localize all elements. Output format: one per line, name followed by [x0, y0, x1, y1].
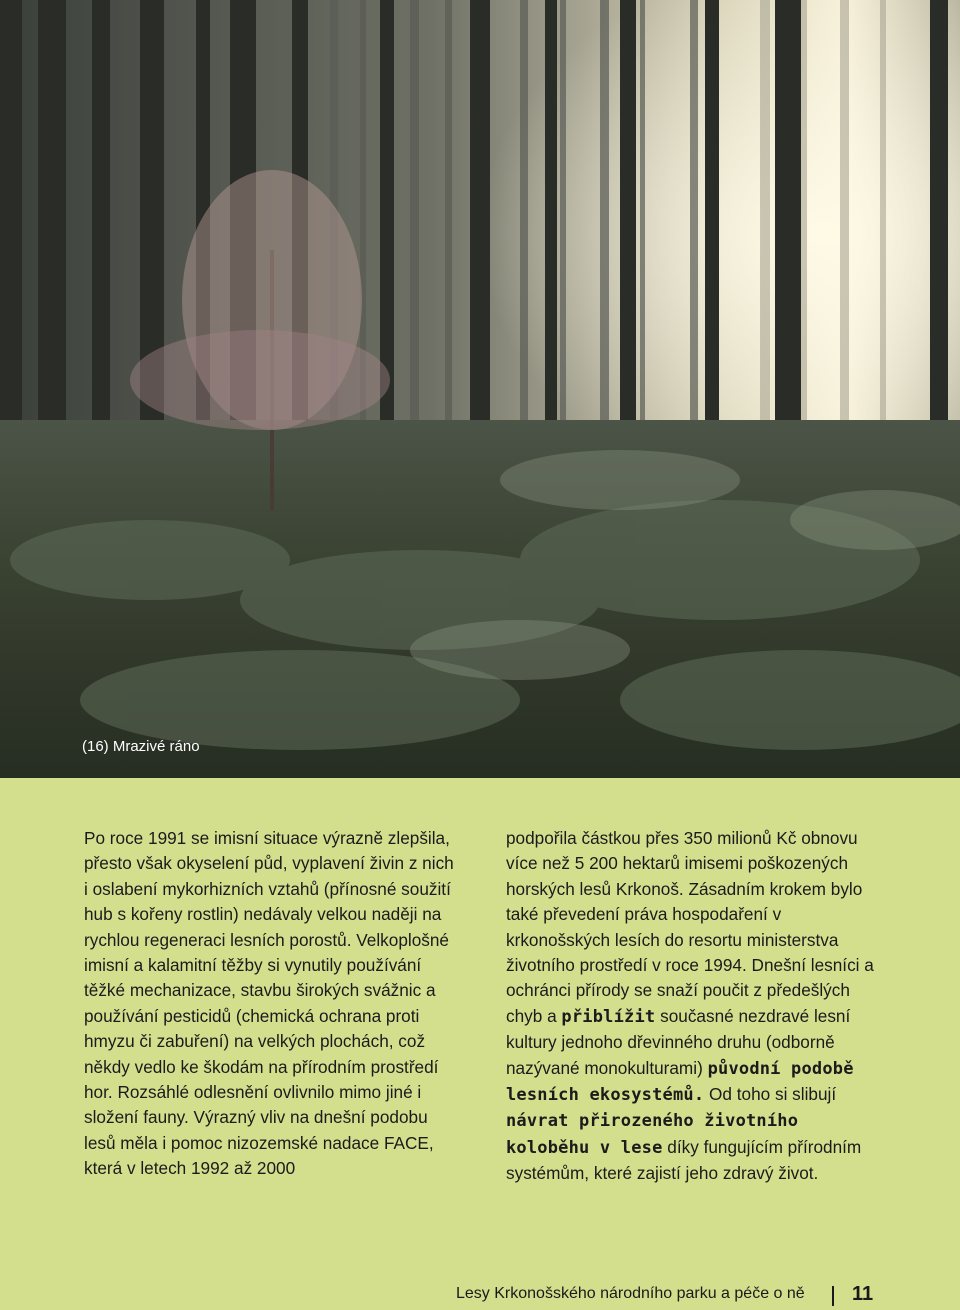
photo-caption: (16) Mrazivé ráno — [82, 738, 200, 755]
article-right-column — [506, 826, 878, 1187]
article-right-paragraph — [506, 826, 878, 1187]
article-left-text: Po roce 1991 se imisní situace výrazně zlepšila, přesto však okyselení půd, vyplavení živin z nich i oslabení mykorhizních vztahů (přínosné soužití hub s kořeny rostlin) nedávaly velkou naději na rychlou regeneraci lesních porostů. Velkoplošné imisní a kalamitní těžby si vynutily používání těžké mechanizace, stavbu širokých svážnic a používání pesticidů (chemická ochrana proti hmyzu či zabuření) na velkých plochách, což někdy vedlo ke škodám na přírodním prostředí hor. Rozsáhlé odlesnění ovlivnilo mimo jiné i složení fauny. Výrazný vliv na dnešní podobu lesů měla i pomoc nizozemské nadace FACE, která v letech 1992 až 2000 — [84, 828, 454, 1179]
footer-divider — [832, 1286, 834, 1306]
article-right-emphasis-3: návrat přirozeného životního koloběhu v lese — [506, 1111, 799, 1158]
page-number: 11 — [852, 1283, 874, 1305]
article-right-text-4: díky fungujícím přírodním systémům, které zajistí jeho zdravý život. — [506, 1136, 862, 1184]
article-right-emphasis-2: původní podobě lesních ekosystémů. — [506, 1058, 854, 1106]
article-left-column — [84, 826, 456, 1182]
footer-title: Lesy Krkonošského národního parku a péče o ně — [456, 1285, 805, 1302]
article-right-emphasis-1: přiblížit — [561, 1006, 656, 1027]
article-right-text-3: Od toho si slibují — [704, 1084, 837, 1105]
article-right-text-1: podpořila částkou přes 350 milionů Kč obnovu více než 5 200 hektarů imisemi poškozených horských lesů Krkonoš. Zásadním krokem bylo také převedení práva hospodaření v krkonošských lesích do resortu ministerstva životního prostředí v roce 1994. Dnešní lesníci a ochránci přírody se snaží poučit z předešlých chyb a — [506, 828, 874, 1026]
article-right-text-2: současné nezdravé lesní kultury jednoho dřevinného druhu (odborně nazývané monokulturami) — [506, 1005, 851, 1078]
